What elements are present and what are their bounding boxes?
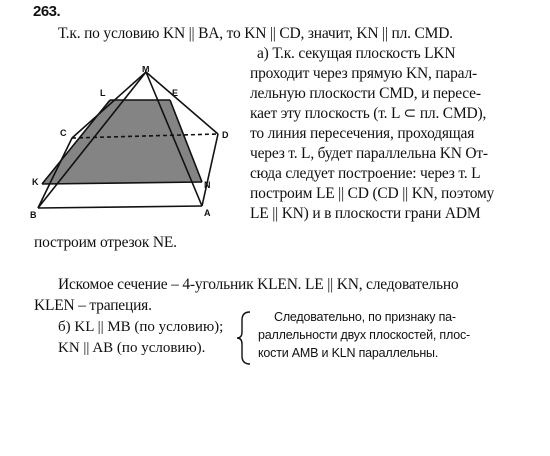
conclusion-line-2: раллельности двух плоскостей, плос- <box>258 328 471 342</box>
label-B: B <box>30 210 37 220</box>
edge-BA <box>38 206 202 208</box>
part-a-line-6: через т. L, будет параллельна KN От- <box>250 145 488 162</box>
label-K: K <box>32 177 39 187</box>
section-shading <box>42 100 202 184</box>
part-a-line-1: а) Т.к. секущая плоскость LKN <box>257 45 456 62</box>
intro-line: Т.к. по условию KN || BA, то KN || CD, значит, KN || пл. CMD. <box>58 25 453 42</box>
label-C: C <box>60 128 67 138</box>
edge-AD <box>202 134 218 206</box>
label-N: N <box>204 180 211 190</box>
label-E: E <box>172 88 179 98</box>
conclusion-line-3: кости AMB и KLN параллельны. <box>258 346 439 360</box>
label-L: L <box>100 88 106 98</box>
part-a-line-9: LE || KN) и в плоскости грани ADM <box>250 205 481 222</box>
label-A: A <box>204 208 211 218</box>
conclusion-line-1: Следовательно, по признаку па- <box>274 310 456 324</box>
curly-brace-icon <box>236 310 256 366</box>
part-a-line-2: проходит через прямую KN, парал- <box>250 65 477 82</box>
part-b-line-2: KN || AB (по условию). <box>58 340 206 356</box>
label-D: D <box>222 130 229 140</box>
part-b-line-1: б) KL || MB (по условию); <box>58 319 224 335</box>
build-line: построим отрезок NE. <box>34 234 177 251</box>
part-a-line-5: то линия пересечения, проходящая <box>250 125 475 142</box>
part-a-line-4: кает эту плоскость (т. L ⊂ пл. CMD), <box>250 105 487 122</box>
pyramid-figure <box>30 66 238 224</box>
problem-number: 263. <box>33 3 61 20</box>
part-a-line-8: построим LE || CD (CD || KN, поэтому <box>250 185 495 202</box>
section-line-2: KLEN – трапеция. <box>34 297 152 314</box>
part-a-line-7: сюда следует построение: через т. L <box>250 165 481 182</box>
section-line-1: Искомое сечение – 4-угольник KLEN. LE || KN, следовательно <box>58 276 459 293</box>
part-a-line-3: лельную плоскости CMD, и пересе- <box>250 85 481 102</box>
label-M: M <box>142 66 150 74</box>
